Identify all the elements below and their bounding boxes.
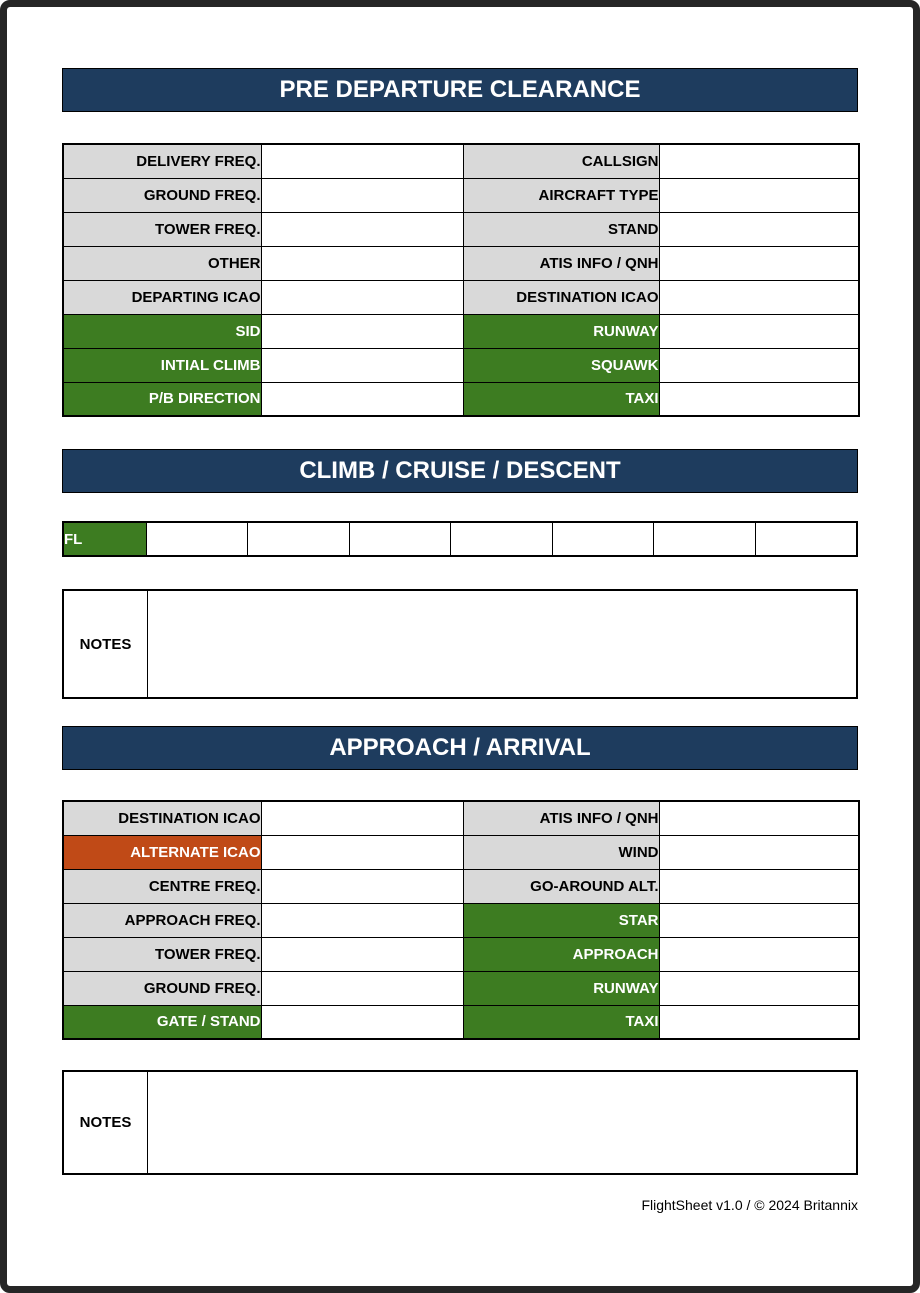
table-row: [63, 178, 859, 212]
field-value-approach-freq[interactable]: [261, 903, 463, 937]
field-value-initial-climb[interactable]: [261, 348, 463, 382]
approach-arrival-table: [62, 800, 860, 1040]
field-label-ground-freq-arr: GROUND FREQ.: [63, 971, 261, 1005]
fl-cell-7[interactable]: [755, 522, 857, 556]
field-label-approach-freq: APPROACH FREQ.: [63, 903, 261, 937]
field-value-destination-icao[interactable]: [659, 280, 859, 314]
table-row: [63, 835, 859, 869]
field-value-go-around-alt[interactable]: [659, 869, 859, 903]
field-label-delivery-freq: DELIVERY FREQ.: [63, 144, 261, 178]
field-label-stand: STAND: [463, 212, 659, 246]
climb-notes-area[interactable]: [148, 591, 856, 697]
table-row: [63, 280, 859, 314]
field-value-ground-freq[interactable]: [261, 178, 463, 212]
table-row: [63, 246, 859, 280]
field-value-centre-freq[interactable]: [261, 869, 463, 903]
field-value-delivery-freq[interactable]: [261, 144, 463, 178]
field-value-departing-icao[interactable]: [261, 280, 463, 314]
table-row: [63, 971, 859, 1005]
flight-level-table: [62, 521, 858, 557]
section-title: APPROACH / ARRIVAL: [329, 734, 591, 761]
field-label-taxi-arr: TAXI: [463, 1005, 659, 1039]
page-content: [7, 7, 913, 1213]
pre-departure-table: [62, 143, 860, 417]
field-value-callsign[interactable]: [659, 144, 859, 178]
field-value-runway-arr[interactable]: [659, 971, 859, 1005]
field-label-callsign: CALLSIGN: [463, 144, 659, 178]
field-value-squawk[interactable]: [659, 348, 859, 382]
field-value-runway[interactable]: [659, 314, 859, 348]
table-row: [63, 382, 859, 416]
field-label-atis-qnh: ATIS INFO / QNH: [463, 246, 659, 280]
field-value-tower-freq[interactable]: [261, 212, 463, 246]
approach-notes-box: [62, 1070, 858, 1175]
field-label-sid: SID: [63, 314, 261, 348]
field-value-atis-qnh[interactable]: [659, 246, 859, 280]
table-row: [63, 348, 859, 382]
section-header-approach-arrival: [62, 726, 858, 770]
field-value-wind[interactable]: [659, 835, 859, 869]
field-value-aircraft-type[interactable]: [659, 178, 859, 212]
table-row: [63, 903, 859, 937]
field-label-gate-stand: GATE / STAND: [63, 1005, 261, 1039]
field-label-taxi: TAXI: [463, 382, 659, 416]
field-value-approach[interactable]: [659, 937, 859, 971]
field-label-destination-icao-arr: DESTINATION ICAO: [63, 801, 261, 835]
field-value-destination-icao-arr[interactable]: [261, 801, 463, 835]
table-row: [63, 869, 859, 903]
field-label-centre-freq: CENTRE FREQ.: [63, 869, 261, 903]
field-label-tower-freq: TOWER FREQ.: [63, 212, 261, 246]
field-label-aircraft-type: AIRCRAFT TYPE: [463, 178, 659, 212]
field-label-approach: APPROACH: [463, 937, 659, 971]
field-label-atis-qnh-arr: ATIS INFO / QNH: [463, 801, 659, 835]
section-header-climb-cruise-descent: [62, 449, 858, 493]
field-value-taxi-arr[interactable]: [659, 1005, 859, 1039]
section-title: PRE DEPARTURE CLEARANCE: [279, 76, 641, 103]
footer-version-text: FlightSheet v1.0 / © 2024 Britannix: [641, 1197, 858, 1213]
notes-label: NOTES: [64, 591, 148, 697]
fl-cell-5[interactable]: [552, 522, 654, 556]
section-title: CLIMB / CRUISE / DESCENT: [299, 457, 621, 484]
field-value-alternate-icao[interactable]: [261, 835, 463, 869]
field-value-atis-qnh-arr[interactable]: [659, 801, 859, 835]
field-label-wind: WIND: [463, 835, 659, 869]
field-label-runway: RUNWAY: [463, 314, 659, 348]
field-label-alternate-icao: ALTERNATE ICAO: [63, 835, 261, 869]
fl-cell-3[interactable]: [349, 522, 451, 556]
field-value-pb-direction[interactable]: [261, 382, 463, 416]
field-label-go-around-alt: GO-AROUND ALT.: [463, 869, 659, 903]
fl-cell-2[interactable]: [248, 522, 350, 556]
climb-notes-box: [62, 589, 858, 699]
field-value-ground-freq-arr[interactable]: [261, 971, 463, 1005]
fl-cell-1[interactable]: [146, 522, 248, 556]
table-row: [63, 212, 859, 246]
table-row: [63, 144, 859, 178]
fl-cell-4[interactable]: [451, 522, 553, 556]
field-label-other: OTHER: [63, 246, 261, 280]
table-row: [63, 522, 857, 556]
field-value-stand[interactable]: [659, 212, 859, 246]
field-value-star[interactable]: [659, 903, 859, 937]
field-label-pb-direction: P/B DIRECTION: [63, 382, 261, 416]
field-label-initial-climb: INTIAL CLIMB: [63, 348, 261, 382]
field-label-squawk: SQUAWK: [463, 348, 659, 382]
table-row: [63, 801, 859, 835]
field-label-departing-icao: DEPARTING ICAO: [63, 280, 261, 314]
table-row: [63, 937, 859, 971]
field-value-other[interactable]: [261, 246, 463, 280]
section-header-pre-departure: [62, 68, 858, 112]
fl-cell-6[interactable]: [654, 522, 756, 556]
field-label-ground-freq: GROUND FREQ.: [63, 178, 261, 212]
table-row: [63, 314, 859, 348]
approach-notes-area[interactable]: [148, 1072, 856, 1173]
field-label-star: STAR: [463, 903, 659, 937]
field-value-sid[interactable]: [261, 314, 463, 348]
fl-label: FL: [63, 522, 146, 556]
table-row: [63, 1005, 859, 1039]
field-value-tower-freq-arr[interactable]: [261, 937, 463, 971]
field-value-gate-stand[interactable]: [261, 1005, 463, 1039]
field-label-tower-freq-arr: TOWER FREQ.: [63, 937, 261, 971]
field-label-runway-arr: RUNWAY: [463, 971, 659, 1005]
field-label-destination-icao: DESTINATION ICAO: [463, 280, 659, 314]
notes-label: NOTES: [64, 1072, 148, 1173]
field-value-taxi[interactable]: [659, 382, 859, 416]
